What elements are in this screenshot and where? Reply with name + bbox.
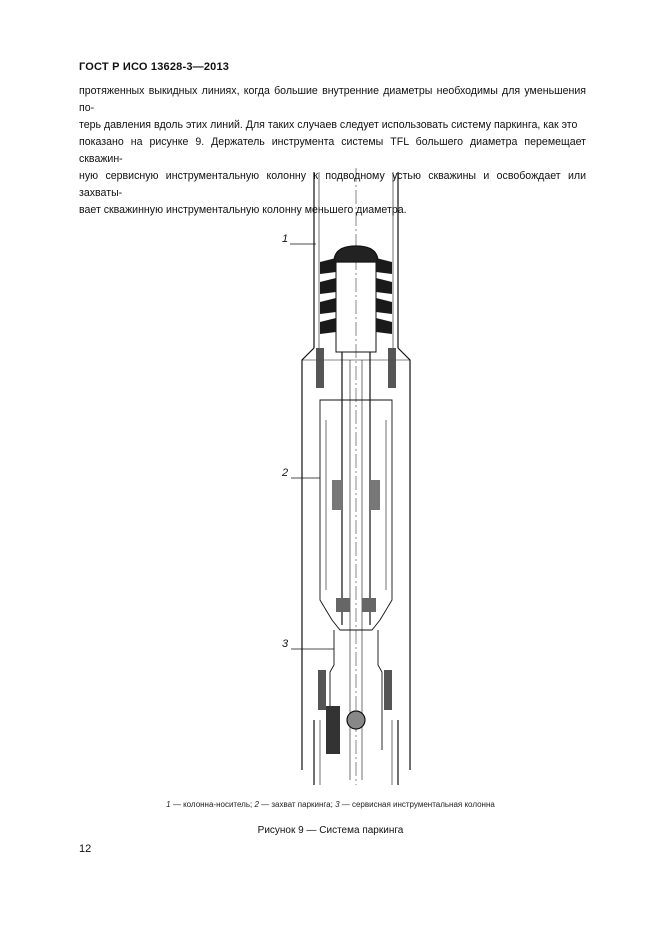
body-line: показано на рисунке 9. Держатель инструмента системы TFL большего диаметра перемещает скважин- — [79, 136, 586, 165]
legend-num: 3 — [335, 800, 340, 809]
legend-text: — колонна-носитель; — [170, 800, 255, 809]
body-line: терь давления вдоль этих линий. Для таких случаев следует использовать систему паркинга, как это — [79, 119, 578, 131]
page-number: 12 — [79, 843, 92, 855]
document-header: ГОСТ Р ИСО 13628-3—2013 — [79, 61, 230, 73]
callout-3: 3 — [282, 638, 289, 650]
legend-text: — сервисная инструментальная колонна — [339, 800, 495, 809]
legend-text: — захват паркинга; — [258, 800, 336, 809]
legend-num: 2 — [254, 800, 259, 809]
callout-2: 2 — [282, 467, 289, 479]
body-line: протяженных выкидных линиях, когда большие внутренние диаметры необходимы для уменьшения по- — [79, 85, 586, 114]
body-paragraph — [79, 83, 586, 219]
body-line: вает скважинную инструментальную колонну меньшего диаметра. — [79, 204, 407, 216]
figure-legend — [0, 800, 661, 809]
callout-1: 1 — [282, 233, 289, 245]
figure-caption: Рисунок 9 — Система паркинга — [257, 825, 404, 836]
body-line: ную сервисную инструментальную колонну к подводному устью скважины и освобождает или захваты- — [79, 170, 586, 199]
legend-num: 1 — [166, 800, 171, 809]
